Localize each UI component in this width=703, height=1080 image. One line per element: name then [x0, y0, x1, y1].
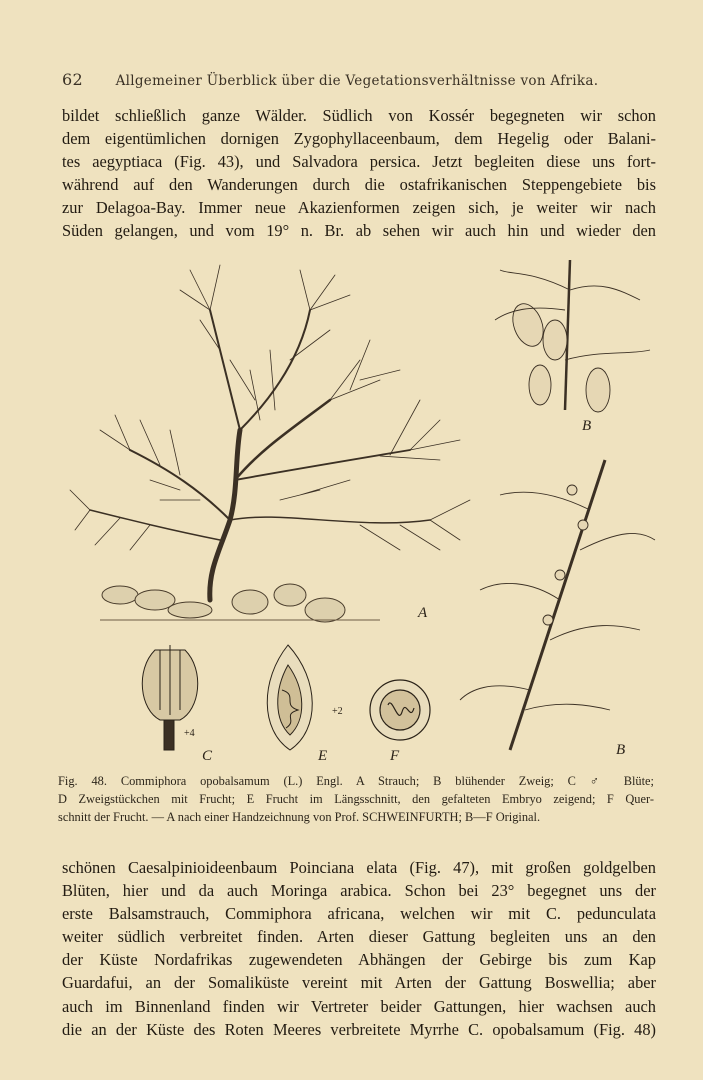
caption-line: schnitt der Frucht. — A nach einer Handzeichnung von Prof. SCHWEINFURTH; B—F Original. [58, 810, 541, 824]
figure-caption [58, 772, 654, 826]
label-f: F [390, 748, 400, 764]
branch-b-bottom [460, 460, 655, 750]
top-paragraph [62, 104, 656, 243]
label-b-bottom: B [616, 742, 626, 758]
label-e: E [318, 748, 328, 764]
botanical-figure [60, 250, 660, 770]
caption-line: D Zweigstückchen mit Frucht; E Frucht im Längsschnitt, den gefalteten Embryo zeigend; F Quer- [58, 792, 654, 806]
label-b-top: B [582, 418, 592, 434]
running-header [62, 70, 662, 89]
plant-illustration [60, 250, 660, 770]
text-line: schönen Caesalpinioideenbaum Poinciana elata (Fig. 47), mit großen goldgelben [62, 858, 656, 877]
text-line: erste Balsamstrauch, Commiphora africana, welchen wir mit C. pedunculata [62, 904, 656, 924]
text-line: Blüten, hier und da auch Moringa arabica. Schon bei 23° begegnet uns der [62, 881, 656, 901]
label-c-scale: +4 [184, 728, 195, 739]
text-line: Guardafui, an der Somaliküste vereint mit Arten der Gattung Boswellia; aber [62, 973, 656, 993]
caption-line: Fig. 48. Commiphora opobalsamum (L.) Engl. A Strauch; B blühender Zweig; C ♂ Blüte; [58, 774, 654, 788]
cross-section-f [370, 680, 430, 740]
text-line: weiter südlich verbreitet finden. Arten dieser Gattung begleiten uns an den [62, 927, 656, 947]
label-a: A [418, 605, 428, 621]
branch-b-top [495, 260, 650, 412]
text-line: während auf den Wanderungen durch die ostafrikanischen Steppengebiete bis [62, 175, 656, 195]
label-e-scale: +2 [332, 706, 343, 717]
text-line: zur Delagoa-Bay. Immer neue Akazienformen zeigen sich, je weiter wir nach [62, 198, 656, 218]
label-c: C [202, 748, 213, 764]
text-line: die an der Küste des Roten Meeres verbreitete Myrrhe C. opobalsamum (Fig. 48) [62, 1019, 656, 1039]
text-line: tes aegyptiaca (Fig. 43), und Salvadora persica. Jetzt begleiten diese uns fort- [62, 152, 656, 172]
text-line: der Küste Nordafrikas zugewendeten Abhängen der Gebirge bis zum Kap [62, 950, 656, 970]
text-line: Süden gelangen, und vom 19° n. Br. ab sehen wir auch hin und wieder den [62, 221, 656, 241]
text-line: bildet schließlich ganze Wälder. Südlich von Kossér begegneten wir schon [62, 106, 656, 125]
text-line: dem eigentümlichen dornigen Zygophyllaceenbaum, dem Hegelig oder Balani- [62, 129, 656, 149]
shrub-drawing-a [70, 265, 470, 600]
running-title: Allgemeiner Überblick über die Vegetationsverhältnisse von Afrika. [115, 73, 599, 89]
text-line: auch im Binnenland finden wir Vertreter beider Gattungen, hier wachsen auch [62, 996, 656, 1016]
bottom-paragraph [62, 856, 656, 1041]
fruit-section-e [267, 645, 312, 750]
page-number: 62 [62, 70, 83, 89]
stones-ground [100, 584, 380, 622]
